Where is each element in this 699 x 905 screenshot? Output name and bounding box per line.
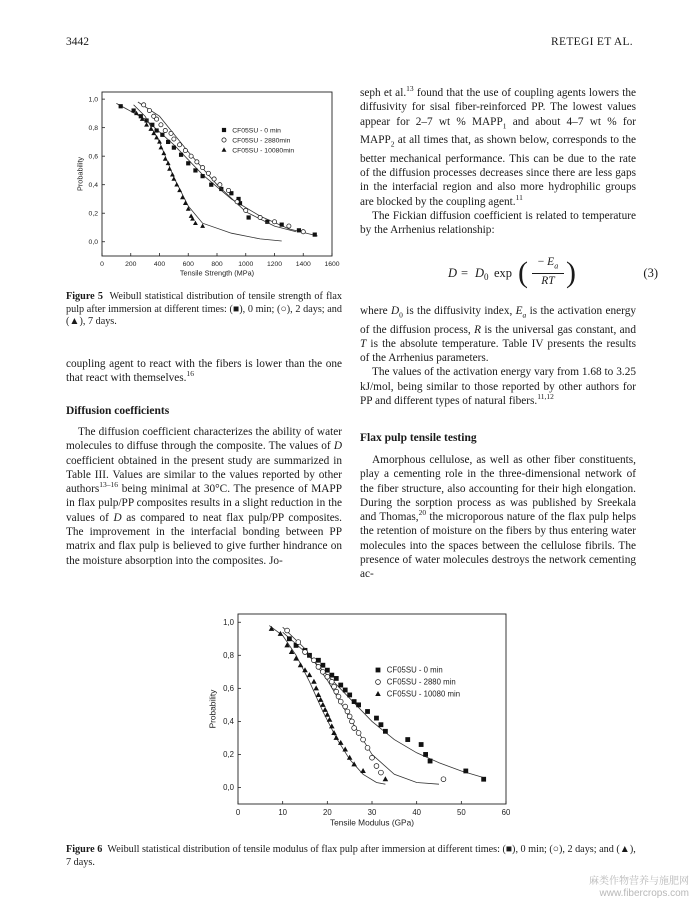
data-point [179, 153, 183, 157]
legend-label: CF05SU - 2880 min [386, 677, 456, 687]
data-point [320, 702, 326, 707]
data-point [329, 673, 334, 678]
y-tick-label: 1,0 [88, 96, 98, 104]
x-tick-label: 20 [322, 807, 332, 817]
data-point [360, 768, 366, 773]
data-point [298, 662, 304, 667]
data-point [356, 731, 361, 736]
paragraph-continued: coupling agent to react with the fibers is lower than the one that react with themselves.$^{16}$ [66, 358, 342, 385]
data-point [325, 674, 330, 679]
data-point [334, 676, 339, 681]
data-point [163, 128, 167, 132]
x-tick-label: 60 [501, 807, 511, 817]
data-point [174, 182, 179, 186]
legend-label: CF05SU - 0 min [386, 665, 443, 675]
legend-label: CF05SU - 10080min [232, 147, 295, 155]
data-point [311, 679, 317, 684]
data-point [320, 669, 325, 674]
data-point [343, 688, 348, 693]
data-point [325, 668, 330, 673]
x-tick-label: 1600 [324, 260, 340, 268]
data-point [157, 139, 162, 143]
data-point [178, 143, 182, 147]
data-point [287, 224, 291, 228]
right-column-top [360, 86, 636, 237]
data-point [336, 694, 341, 699]
data-point [303, 650, 308, 655]
y-tick-label: 0,4 [88, 182, 98, 190]
figure-5-chart [66, 88, 342, 284]
series-2 [283, 627, 446, 784]
figure-6-caption [66, 844, 636, 869]
data-point [167, 166, 172, 170]
equation-numerator: − $E_a$ [537, 256, 559, 271]
data-point [338, 683, 343, 688]
data-point [347, 693, 352, 698]
x-tick-label: 600 [182, 260, 194, 268]
data-point [177, 188, 182, 192]
data-point [161, 151, 166, 155]
data-point [132, 108, 136, 112]
section-title-flax: Flax pulp tensile testing [360, 432, 477, 444]
data-point [350, 719, 355, 724]
data-point [365, 709, 370, 714]
data-point [163, 156, 168, 160]
x-axis-label: Tensile Modulus (GPa) [330, 817, 414, 828]
data-point [307, 672, 313, 677]
y-tick-label: 0,8 [88, 125, 98, 133]
data-point [293, 656, 299, 661]
data-point [147, 108, 151, 112]
figure-6-caption-text: Weibull statistical distribution of tensile modulus of flax pulp after immersion at different times: (■), 0 min; (○), 2 days; and (▲), 7 days. [66, 844, 636, 868]
paragraph-coupling: seph et al.$^{13}$ found that the use of coupling agents lowers the diffusivity for sisal fiber-reinforced PP. The lowest values appear for 2–7 wt % $MAPP_1$ and about 4–7 wt % for $MAPP_2$ at all times that, as shown below, corresponds to the better mechanical performance. This can be due to the rate of the diffusion processes decreases since there are less gaps in the interfacial region and also more hydrophilic groups are blocked by the coupling agent.$^{11}$ [360, 84, 636, 208]
data-point [370, 755, 375, 760]
data-point [170, 172, 175, 176]
page-number: 3442 [66, 36, 89, 48]
data-point [334, 689, 339, 694]
x-tick-label: 1200 [266, 260, 283, 268]
fit-curve [138, 102, 296, 232]
legend-marker [222, 128, 226, 132]
data-point [193, 221, 198, 225]
data-point [374, 764, 379, 769]
figure-5-caption-label: Figure 5 [66, 291, 104, 302]
legend-label: CF05SU - 10080 min [386, 689, 461, 699]
data-point [379, 722, 384, 727]
figure-5-caption [66, 291, 342, 329]
legend-marker [222, 147, 227, 151]
data-point [285, 628, 290, 633]
data-point [318, 697, 324, 702]
figure-5-caption-text: Weibull statistical distribution of tensile strength of flax pulp after immersion at different times: (■), 0 min; (○), 2 days; and (▲), 7 days. [66, 291, 342, 328]
data-point [329, 679, 334, 684]
data-point [352, 726, 357, 731]
data-point [301, 230, 305, 234]
data-point [119, 104, 123, 108]
x-tick-label: 30 [367, 807, 377, 817]
y-tick-label: 0,0 [223, 783, 234, 793]
y-tick-label: 0,8 [223, 651, 234, 661]
data-point [352, 699, 357, 704]
running-title: RETEGI ET AL. [551, 36, 633, 48]
data-point [278, 631, 284, 636]
data-point [272, 220, 276, 224]
data-point [322, 707, 328, 712]
x-tick-label: 1000 [238, 260, 254, 268]
legend-marker [376, 680, 381, 685]
data-point [183, 148, 187, 152]
fit-curve [283, 632, 484, 777]
data-point [155, 117, 159, 121]
series-2 [138, 102, 305, 234]
x-tick-label: 10 [278, 807, 288, 817]
data-point [218, 183, 222, 187]
plot-frame [238, 614, 506, 804]
paragraph-fickian: The Fickian diffusion coefficient is related to temperature by the Arrhenius relationship: [360, 209, 636, 237]
data-point [169, 131, 173, 135]
fit-curve [269, 626, 385, 785]
x-tick-label: 200 [125, 260, 137, 268]
x-tick-label: 40 [412, 807, 422, 817]
data-point [374, 716, 379, 721]
series-3 [269, 626, 388, 785]
watermark-line2: www.fibercrops.com [599, 888, 689, 899]
equation-number: (3) [643, 266, 658, 280]
y-tick-label: 0,2 [223, 750, 234, 760]
paragraph-values: The values of the activation energy vary from 1.68 to 3.25 kJ/mol, being similar to those reported by other authors for PP and different types of natural fibers.$^{11,12}$ [360, 366, 636, 408]
y-tick-label: 0,6 [88, 153, 98, 161]
paragraph-diffusion: The diffusion coefficient characterizes the ability of water molecules to diffuse through the composite. The values of D coefficient obtained in the present study are summarized in Table III. Values are similar to the values reported by other authors$^{13-16}$ being minimal at 30°C. The presence of MAPP in flax pulp/PP composites results in a slight reduction in the values of D as compared to neat flax pulp/PP composites. The improvement in the interfacial bonding between PP matrix and flax pulp is believed to give further hindrance on the moisture absorption into the composites. Jo- [66, 426, 343, 567]
y-axis-label: Probability [207, 689, 218, 729]
data-point [171, 176, 176, 180]
data-point [212, 177, 216, 181]
x-tick-label: 50 [456, 807, 466, 817]
x-axis-label: Tensile Strength (MPa) [179, 268, 255, 278]
data-point [345, 709, 350, 714]
data-point [332, 684, 337, 689]
data-point [316, 692, 322, 697]
data-point [172, 146, 176, 150]
data-point [247, 215, 251, 219]
x-tick-label: 400 [153, 260, 166, 268]
data-point [379, 770, 384, 775]
y-tick-label: 0,2 [88, 210, 98, 218]
data-point [383, 776, 389, 781]
data-point [333, 735, 339, 740]
data-point [280, 223, 284, 227]
left-column-continued [66, 357, 342, 386]
data-point [189, 154, 193, 158]
data-point [172, 137, 176, 141]
data-point [193, 168, 197, 172]
legend-marker [375, 691, 381, 696]
data-point [347, 714, 352, 719]
data-point [428, 759, 433, 764]
data-point [320, 663, 325, 668]
data-point [166, 161, 171, 165]
data-point [287, 636, 292, 641]
arrhenius-equation: D = D 0 exp ( − $E_a$ RT ) (3) [448, 256, 658, 289]
data-point [206, 171, 210, 175]
data-point [405, 737, 410, 742]
x-tick-label: 0 [100, 260, 104, 268]
data-point [154, 135, 159, 139]
watermark [589, 876, 689, 900]
paragraph-where: where $D_0$ is the diffusivity index, $E_a$ is the activation energy of the diffusion process, R is the universal gas constant, and T is the absolute temperature. Table IV presents the results of the Arrhenius parameters. [360, 305, 637, 365]
x-tick-label: 1400 [295, 260, 311, 268]
data-point [481, 777, 486, 782]
data-point [297, 228, 301, 232]
data-point [209, 183, 213, 187]
right-column-middle [360, 304, 636, 408]
data-point [463, 769, 468, 774]
data-point [327, 717, 333, 722]
figure-6-chart [196, 608, 516, 838]
section-title-diffusion: Diffusion coefficients [66, 405, 170, 417]
data-point [343, 704, 348, 709]
data-point [142, 103, 146, 107]
figure-6-caption-label: Figure 6 [66, 844, 103, 855]
right-column-flax [360, 453, 636, 582]
data-point [148, 126, 153, 130]
data-point [144, 122, 149, 126]
data-point [195, 160, 199, 164]
data-point [325, 712, 331, 717]
data-point [331, 730, 337, 735]
y-tick-label: 1,0 [223, 617, 234, 627]
data-point [226, 188, 230, 192]
data-point [423, 752, 428, 757]
data-point [441, 777, 446, 782]
data-point [166, 140, 170, 144]
y-tick-label: 0,4 [223, 717, 234, 727]
data-point [313, 685, 319, 690]
data-point [316, 664, 321, 669]
data-point [338, 699, 343, 704]
paragraph-flax: Amorphous cellulose, as well as other fiber constituents, play a cementing role in the three-dimensional network of the fiber structure, also accounting for their high elongation. During the sorption process as was published by Sreekala and Thomas,$^{20}$ the microporous nature of the flax pulp helps the retention of moisture on the fibers by thus entering water molecules into the spaces between the cellulose fibrils. The presence of water molecules destroys the network cementing ac- [360, 454, 636, 581]
y-tick-label: 0,6 [223, 684, 234, 694]
watermark-line1: 麻类作物营养与施肥网 [589, 876, 689, 887]
y-tick-label: 0,0 [88, 239, 98, 247]
legend-label: CF05SU - 2880min [232, 137, 291, 145]
data-point [419, 742, 424, 747]
x-tick-label: 0 [235, 807, 241, 817]
data-point [186, 161, 190, 165]
data-point [296, 640, 301, 645]
legend-marker [376, 668, 381, 673]
left-column-diffusion [66, 425, 342, 568]
data-point [312, 658, 317, 663]
data-point [159, 145, 164, 149]
data-point [244, 208, 248, 212]
data-point [313, 233, 317, 237]
data-point [201, 174, 205, 178]
data-point [383, 729, 388, 734]
series-1 [283, 632, 486, 781]
equation-lhs: D [448, 266, 458, 280]
data-point [316, 658, 321, 663]
data-point [159, 123, 163, 127]
equation-denominator: RT [541, 275, 555, 287]
data-point [361, 737, 366, 742]
data-point [258, 215, 262, 219]
data-point [160, 133, 164, 137]
data-point [201, 165, 205, 169]
x-tick-label: 800 [211, 260, 223, 268]
legend-marker [222, 138, 226, 142]
legend-label: CF05SU - 0 min [232, 127, 281, 135]
data-point [365, 745, 370, 750]
data-point [235, 200, 239, 204]
y-axis-label: Probability [75, 156, 85, 192]
data-point [155, 128, 159, 132]
data-point [356, 702, 361, 707]
